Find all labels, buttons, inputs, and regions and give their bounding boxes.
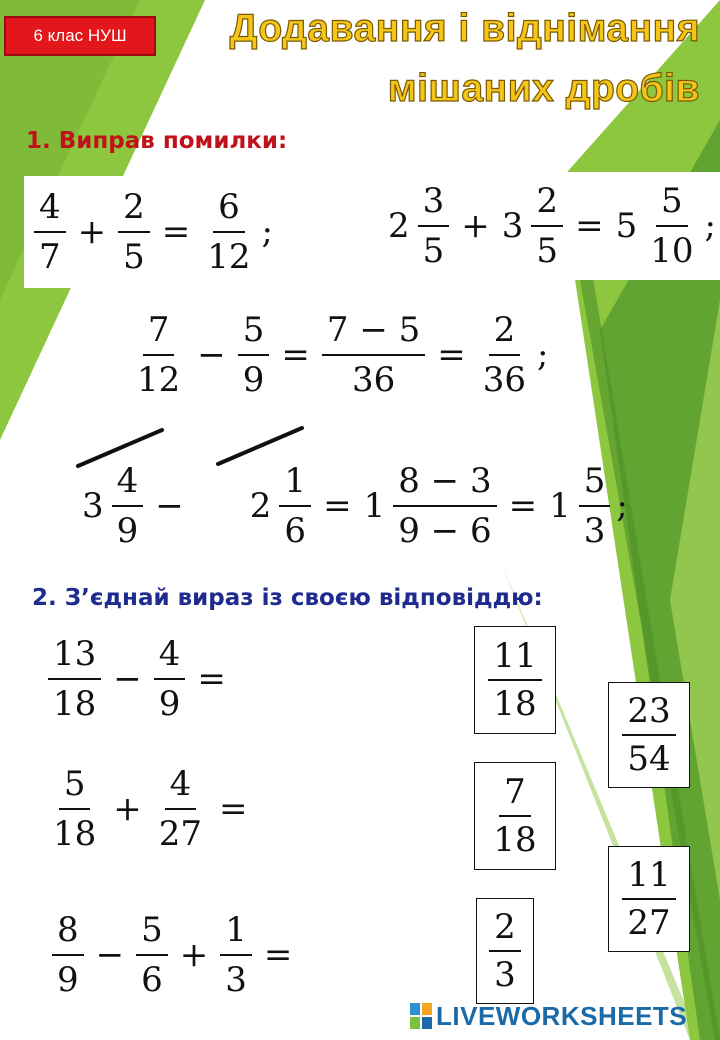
- fraction: [622, 852, 675, 946]
- error-expression-2[interactable]: [380, 172, 720, 280]
- denominator: 27: [627, 903, 671, 943]
- whole-part: 1: [363, 486, 386, 526]
- fraction: [279, 457, 311, 555]
- fraction: [238, 306, 270, 404]
- denominator: 9: [158, 684, 181, 724]
- equals-sign: =: [197, 659, 226, 699]
- equals-sign: =: [575, 206, 604, 246]
- numerator: 7: [143, 306, 175, 356]
- denominator: 9: [116, 511, 139, 551]
- answer-box-5[interactable]: [476, 898, 534, 1004]
- fraction: [531, 177, 563, 275]
- whole-part: 2: [249, 486, 272, 526]
- denominator: 5: [422, 231, 445, 271]
- denominator: 36: [482, 360, 527, 400]
- denominator: 3: [494, 955, 516, 995]
- denominator: 18: [53, 814, 97, 854]
- whole-part: 2: [388, 206, 410, 246]
- denominator: 12: [137, 360, 181, 400]
- numerator: 2: [489, 306, 521, 356]
- fraction: [48, 760, 101, 858]
- denominator: 3: [583, 511, 606, 551]
- logo-icon: [410, 1003, 432, 1029]
- fraction: [393, 457, 496, 555]
- whole-part: 3: [82, 486, 104, 526]
- operator: −: [95, 935, 125, 975]
- numerator: 8: [52, 906, 84, 956]
- answer-box-1[interactable]: [474, 626, 556, 734]
- operator: +: [461, 206, 490, 246]
- numerator: 11: [488, 633, 541, 681]
- match-expression-2[interactable]: [44, 760, 256, 858]
- worksheet-title-line2: мішаних дробів: [387, 67, 700, 110]
- task1-heading: [26, 128, 287, 154]
- equals-sign: =: [437, 335, 466, 375]
- numerator: 4: [34, 183, 66, 233]
- semicolon: ;: [261, 212, 274, 252]
- denominator: 18: [493, 820, 537, 860]
- error-expression-1[interactable]: [24, 176, 279, 288]
- numerator: 5: [59, 760, 91, 810]
- operator: −: [197, 335, 226, 375]
- denominator: 9: [242, 360, 265, 400]
- numerator: 2: [118, 183, 150, 233]
- equals-sign: =: [161, 212, 191, 252]
- operator: +: [113, 789, 142, 829]
- drawn-line-1: [76, 426, 166, 470]
- denominator: 3: [225, 960, 247, 1000]
- match-expression-1[interactable]: [44, 630, 234, 728]
- numerator: 5: [238, 306, 270, 356]
- fraction: [220, 906, 252, 1004]
- task2-label: З’єднай вираз із своєю відповіддю:: [64, 585, 543, 611]
- numerator: 23: [622, 688, 675, 736]
- fraction: [52, 906, 84, 1004]
- task2-number: 2.: [32, 585, 57, 611]
- equals-sign: =: [263, 935, 293, 975]
- numerator: 4: [112, 457, 144, 507]
- fraction: [579, 457, 611, 555]
- numerator: 2: [489, 904, 521, 952]
- numerator: 6: [213, 183, 245, 233]
- operator: +: [77, 212, 107, 252]
- error-expression-3[interactable]: [128, 298, 549, 412]
- fraction: [478, 306, 531, 404]
- numerator: 1: [220, 906, 252, 956]
- numerator: 5: [579, 457, 611, 507]
- numerator: 7: [499, 769, 531, 817]
- denominator: 5: [123, 237, 145, 277]
- denominator: 27: [158, 814, 203, 854]
- denominator: 12: [207, 237, 251, 277]
- numerator: 4: [165, 760, 197, 810]
- numerator: 5: [136, 906, 168, 956]
- numerator: 1: [279, 457, 311, 507]
- answer-box-4[interactable]: [608, 846, 690, 952]
- operator: −: [113, 659, 142, 699]
- fraction: [322, 306, 425, 404]
- equals-sign: =: [281, 335, 310, 375]
- fraction: [418, 177, 450, 275]
- fraction: [645, 177, 698, 275]
- fraction: [118, 183, 150, 281]
- denominator: 5: [536, 231, 559, 271]
- fraction: [488, 769, 541, 863]
- operator: +: [179, 935, 209, 975]
- numerator: 7 − 5: [322, 306, 425, 356]
- numerator: 2: [531, 177, 563, 227]
- task1-label: Виправ помилки:: [58, 128, 288, 154]
- operator: −: [155, 486, 184, 526]
- numerator: 4: [154, 630, 186, 680]
- fraction: [154, 760, 207, 858]
- numerator: 8 − 3: [393, 457, 496, 507]
- fraction: [132, 306, 185, 404]
- semicolon: ;: [704, 206, 716, 246]
- fraction: [154, 630, 186, 728]
- grade-badge: 6 клас НУШ: [4, 16, 156, 56]
- semicolon: ;: [537, 335, 549, 375]
- fraction: [48, 630, 101, 728]
- task2-heading: [32, 585, 543, 611]
- whole-part: 3: [501, 206, 524, 246]
- denominator: 7: [39, 237, 61, 277]
- task1-number: 1.: [26, 128, 51, 154]
- fraction: [136, 906, 168, 1004]
- logo-text: LIVEWORKSHEETS: [436, 1000, 688, 1031]
- denominator: 6: [141, 960, 163, 1000]
- denominator: 18: [493, 684, 537, 724]
- fraction: [489, 904, 521, 998]
- denominator: 9 − 6: [398, 511, 492, 551]
- match-expression-3[interactable]: [48, 906, 300, 1004]
- fraction: [112, 457, 144, 555]
- fraction: [34, 183, 66, 281]
- liveworksheets-logo: [410, 996, 687, 1036]
- equals-sign: =: [508, 486, 538, 526]
- equals-sign: =: [323, 486, 352, 526]
- denominator: 6: [284, 511, 307, 551]
- answer-box-3[interactable]: [608, 682, 690, 788]
- denominator: 18: [53, 684, 97, 724]
- numerator: 13: [48, 630, 101, 680]
- drawn-line-2: [216, 424, 306, 468]
- numerator: 11: [622, 852, 675, 900]
- worksheet-title-line1: Додавання і віднімання: [229, 7, 700, 50]
- fraction: [488, 633, 541, 727]
- whole-part: 1: [549, 486, 571, 526]
- whole-part: 5: [615, 206, 638, 246]
- denominator: 9: [57, 960, 79, 1000]
- numerator: 5: [656, 177, 688, 227]
- denominator: 10: [650, 231, 694, 271]
- semicolon: ;: [616, 486, 628, 526]
- denominator: 36: [351, 360, 396, 400]
- equals-sign: =: [219, 789, 248, 829]
- answer-box-2[interactable]: [474, 762, 556, 870]
- numerator: 3: [418, 177, 450, 227]
- denominator: 54: [627, 739, 671, 779]
- fraction: [622, 688, 675, 782]
- fraction: [202, 183, 255, 281]
